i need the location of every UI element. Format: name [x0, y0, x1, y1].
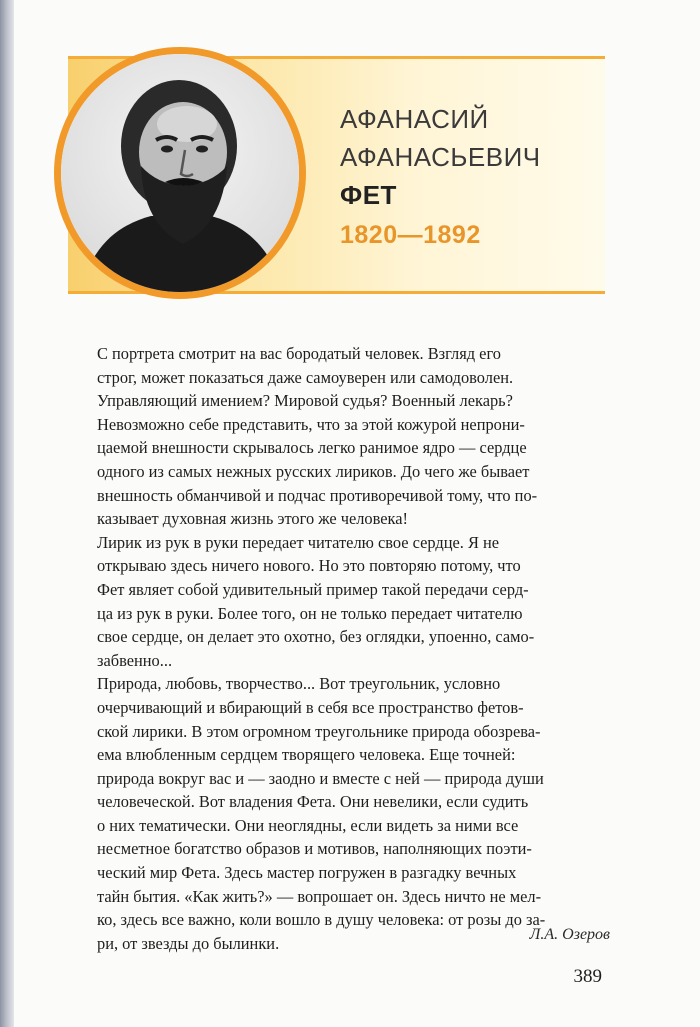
text-line: свое сердце, он делает это охотно, без оглядки, упоенно, само-	[97, 627, 535, 647]
text-line: строг, может показаться даже самоуверен или самодоволен.	[97, 367, 514, 387]
text-line: несметное богатство образов и мотивов, наполняющих поэти-	[97, 839, 532, 859]
text-line: казывает духовная жизнь этого же человека!	[97, 509, 408, 529]
portrait-frame	[54, 47, 306, 299]
author-name-block	[340, 100, 541, 254]
text-line: человеческой. Вот владения Фета. Они невелики, если судить	[97, 792, 529, 812]
life-years: 1820—1892	[340, 221, 481, 249]
text-line: забвенно...	[97, 650, 173, 670]
text-line: ческий мир Фета. Здесь мастер погружен в разгадку вечных	[97, 863, 517, 883]
text-line: о них тематически. Они неоглядны, если видеть за ними все	[97, 815, 519, 835]
text-line: С портрета смотрит на вас бородатый человек. Взгляд его	[97, 344, 501, 363]
text-line: цаемой внешности скрывалось легко ранимое ядро — сердце	[97, 438, 527, 458]
first-name: АФАНАСИЙ	[340, 104, 489, 134]
text-line: ской лирики. В этом огромном треугольнике природа обозрева-	[97, 721, 541, 741]
text-line: открываю здесь ничего нового. Но это повторяю потому, что	[97, 556, 521, 576]
text-line: Невозможно себе представить, что за этой кожурой непрони-	[97, 414, 525, 434]
text-line: Природа, любовь, творчество... Вот треугольник, условно	[97, 674, 501, 694]
text-line: ри, от звезды до былинки.	[97, 933, 280, 953]
text-line: ца из рук в руки. Более того, он не только передает читателю	[97, 603, 523, 623]
text-line: одного из самых нежных русских лириков. До чего же бывает	[97, 461, 530, 481]
book-spine-shadow	[0, 0, 14, 1027]
portrait-image	[61, 54, 299, 292]
patronymic: АФАНАСЬЕВИЧ	[340, 142, 541, 172]
text-line: ема влюбленным сердцем творящего человека. Еще точней:	[97, 745, 516, 765]
text-line: очерчивающий и вбирающий в себя все пространство фетов-	[97, 697, 524, 717]
text-line: Управляющий имением? Мировой судья? Военный лекарь?	[97, 391, 513, 411]
body-text	[97, 342, 609, 955]
quote-author: Л.А. Озеров	[529, 926, 610, 943]
text-line: природа вокруг вас и — заодно и вместе с ней — природа души	[97, 768, 544, 788]
page-number: 389	[573, 966, 602, 987]
text-line: ко, здесь все важно, коли вошло в душу человека: от розы до за-	[97, 910, 546, 930]
text-line: Лирик из рук в руки передает читателю свое сердце. Я не	[97, 532, 500, 552]
text-line: тайн бытия. «Как жить?» — вопрошает он. Здесь ничто не мел-	[97, 886, 542, 906]
surname: ФЕТ	[340, 180, 397, 210]
text-line: внешность обманчивой и подчас противоречивой тому, что по-	[97, 485, 538, 505]
text-line: Фет являет собой удивительный пример такой передачи серд-	[97, 579, 529, 599]
